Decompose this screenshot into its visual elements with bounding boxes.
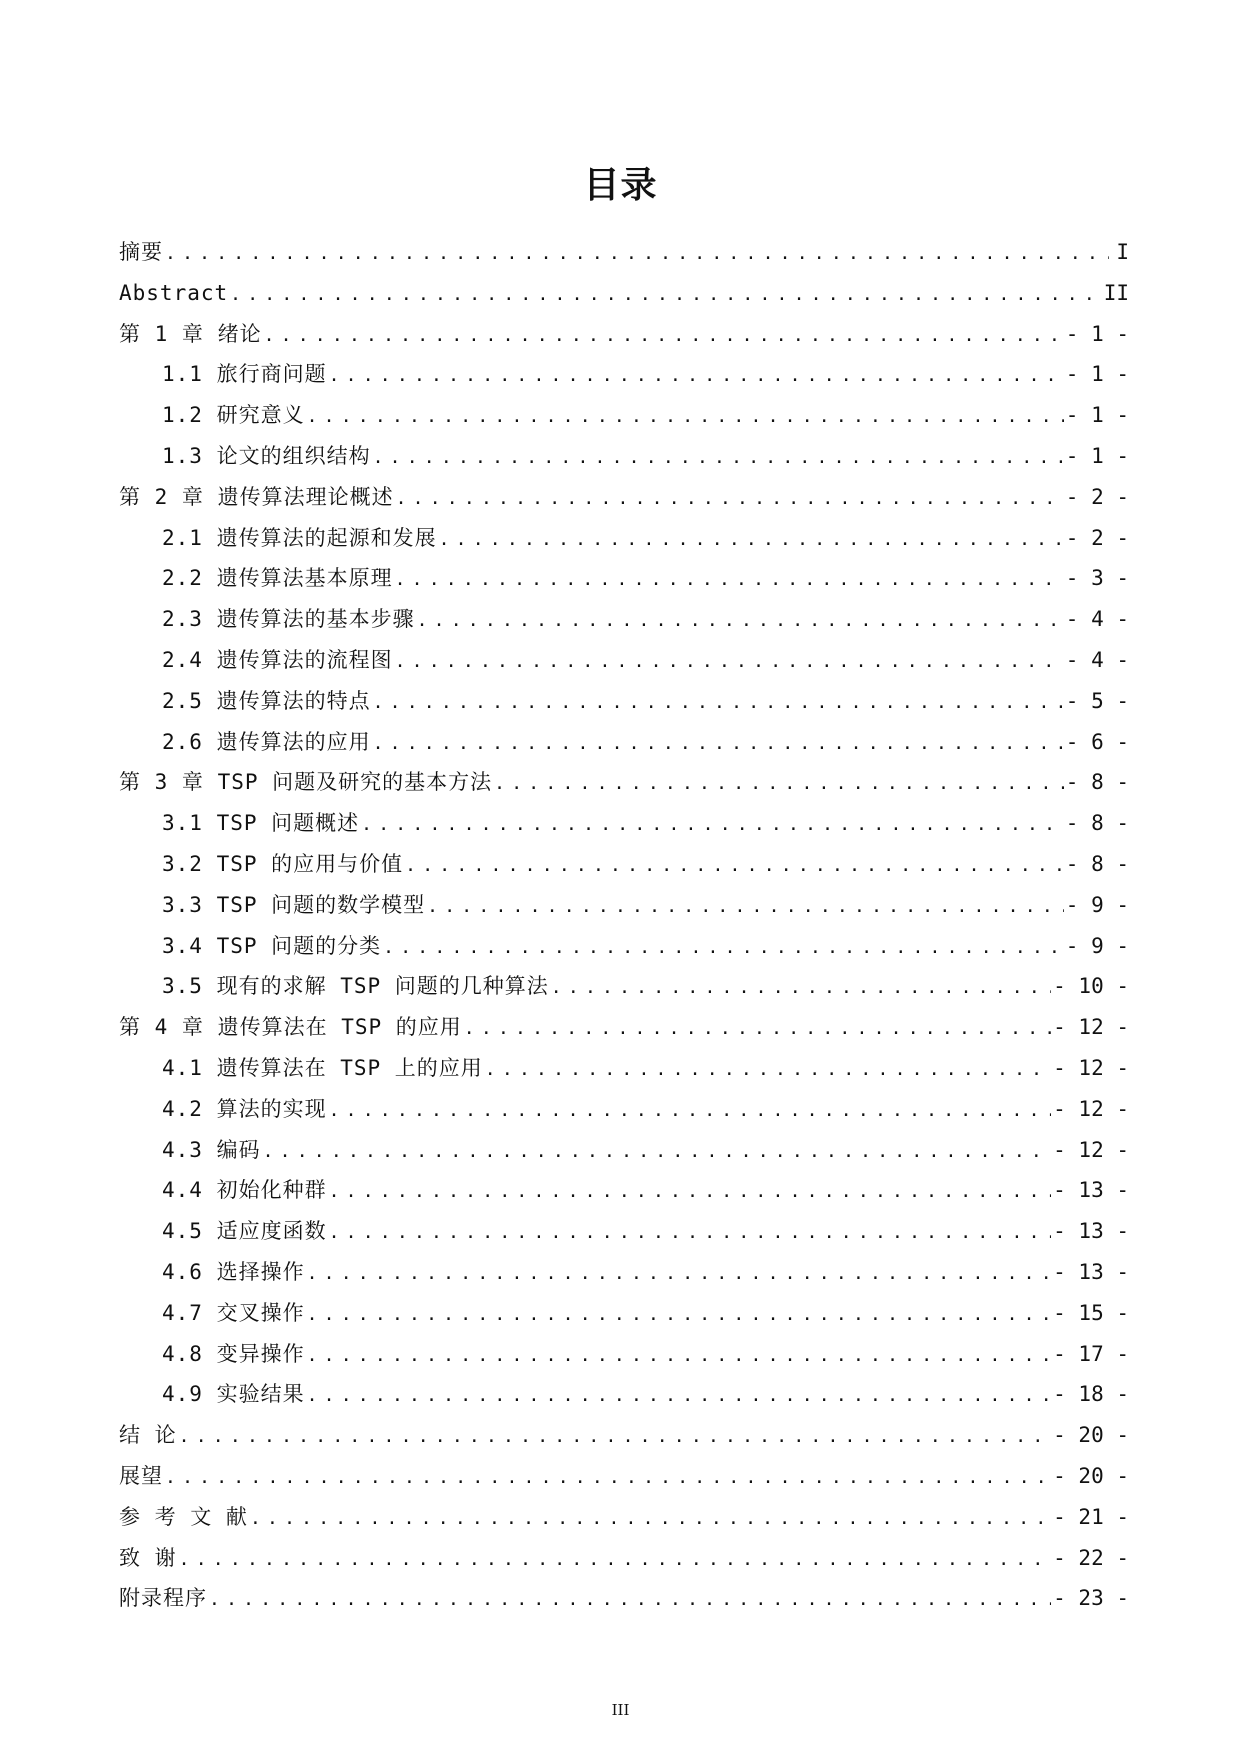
toc-entry[interactable]: [119, 477, 1129, 518]
toc-entry[interactable]: [119, 1538, 1129, 1579]
toc-entry-page: - 8 -: [1065, 770, 1129, 795]
toc-entry[interactable]: [119, 1048, 1129, 1089]
toc-entry-page: - 21 -: [1053, 1504, 1129, 1529]
toc-entry-label: 2.1 遗传算法的起源和发展: [162, 525, 437, 550]
toc-entry[interactable]: [119, 232, 1129, 273]
toc-entry[interactable]: [119, 1089, 1129, 1130]
toc-entry-label: 第 1 章 绪论: [119, 321, 262, 346]
toc-entry-label: 结 论: [119, 1423, 177, 1448]
toc-entry-label: 4.3 编码: [162, 1137, 261, 1162]
toc-entry-label: 4.7 交叉操作: [162, 1300, 305, 1325]
toc-entry-page: - 9 -: [1065, 892, 1129, 917]
toc-entry-page: - 1 -: [1065, 362, 1129, 387]
toc-entry-page: I: [1116, 240, 1129, 264]
toc-dot-leader: [464, 1007, 1051, 1050]
toc-entry-page: - 22 -: [1053, 1545, 1129, 1570]
toc-dot-leader: [307, 1252, 1052, 1295]
toc-dot-leader: [329, 1170, 1052, 1213]
toc-dot-leader: [395, 640, 1064, 683]
table-of-contents: [119, 232, 1129, 1619]
toc-dot-leader: [264, 314, 1064, 357]
toc-entry-label: 2.5 遗传算法的特点: [162, 688, 371, 713]
toc-dot-leader: [361, 803, 1064, 846]
toc-entry[interactable]: [119, 1007, 1129, 1048]
toc-dot-leader: [373, 722, 1064, 765]
toc-dot-leader: [329, 354, 1064, 397]
toc-entry-page: - 15 -: [1053, 1300, 1129, 1325]
toc-entry-page: - 2 -: [1065, 525, 1129, 550]
page-number: III: [611, 1701, 630, 1719]
toc-dot-leader: [329, 1211, 1052, 1254]
toc-entry[interactable]: [119, 518, 1129, 559]
toc-entry[interactable]: [119, 926, 1129, 967]
toc-dot-leader: [250, 1497, 1051, 1540]
toc-entry[interactable]: [119, 966, 1129, 1007]
toc-entry-label: 4.8 变异操作: [162, 1341, 305, 1366]
toc-entry-label: 第 2 章 遗传算法理论概述: [119, 484, 394, 509]
toc-entry-label: 4.5 适应度函数: [162, 1219, 327, 1244]
toc-dot-leader: [417, 599, 1064, 642]
toc-entry-page: - 13 -: [1053, 1259, 1129, 1284]
toc-entry-label: 附录程序: [119, 1586, 207, 1611]
toc-entry-label: 摘要: [119, 240, 163, 264]
toc-entry-label: 1.2 研究意义: [162, 403, 305, 428]
toc-dot-leader: [179, 1538, 1051, 1581]
toc-entry-page: - 18 -: [1053, 1382, 1129, 1407]
toc-dot-leader: [383, 926, 1064, 969]
toc-dot-leader: [551, 966, 1051, 1009]
toc-entry[interactable]: [119, 1497, 1129, 1538]
toc-entry-label: 2.4 遗传算法的流程图: [162, 647, 393, 672]
toc-entry[interactable]: [119, 1415, 1129, 1456]
toc-entry[interactable]: [119, 314, 1129, 355]
toc-dot-leader: [373, 681, 1064, 724]
toc-entry-page: - 23 -: [1053, 1586, 1129, 1611]
toc-entry-label: 参 考 文 献: [119, 1504, 248, 1529]
toc-entry-page: - 13 -: [1053, 1178, 1129, 1203]
toc-entry-label: 第 4 章 遗传算法在 TSP 的应用: [119, 1015, 462, 1040]
toc-entry-label: 展望: [119, 1463, 163, 1488]
toc-entry[interactable]: [119, 1293, 1129, 1334]
toc-entry-label: 2.3 遗传算法的基本步骤: [162, 607, 415, 632]
toc-entry[interactable]: [119, 1374, 1129, 1415]
toc-dot-leader: [395, 558, 1064, 601]
toc-entry[interactable]: [119, 395, 1129, 436]
toc-entry[interactable]: [119, 1334, 1129, 1375]
toc-entry-page: - 1 -: [1065, 321, 1129, 346]
toc-entry-label: 3.5 现有的求解 TSP 问题的几种算法: [162, 974, 549, 999]
toc-entry-page: - 1 -: [1065, 443, 1129, 468]
toc-dot-leader: [439, 518, 1064, 561]
toc-entry-page: - 12 -: [1053, 1096, 1129, 1121]
toc-entry[interactable]: [119, 1578, 1129, 1619]
toc-entry-page: - 2 -: [1065, 484, 1129, 509]
toc-entry-page: - 12 -: [1053, 1015, 1129, 1040]
toc-dot-leader: [165, 232, 1109, 275]
toc-dot-leader: [396, 477, 1064, 520]
toc-dot-leader: [230, 273, 1102, 316]
toc-entry-page: - 8 -: [1065, 851, 1129, 876]
toc-entry-page: - 20 -: [1053, 1463, 1129, 1488]
toc-entry[interactable]: [119, 1252, 1129, 1293]
toc-entry-page: - 10 -: [1053, 974, 1129, 999]
toc-dot-leader: [307, 1374, 1052, 1417]
toc-entry[interactable]: [119, 354, 1129, 395]
toc-dot-leader: [165, 1456, 1051, 1499]
toc-dot-leader: [494, 762, 1064, 805]
toc-entry-label: Abstract: [119, 280, 229, 305]
toc-entry-page: - 12 -: [1053, 1055, 1129, 1080]
page-title: 目录: [583, 165, 658, 207]
toc-entry-label: 4.4 初始化种群: [162, 1178, 327, 1203]
toc-entry[interactable]: [119, 436, 1129, 477]
toc-entry-page: - 8 -: [1065, 811, 1129, 836]
toc-entry-label: 第 3 章 TSP 问题及研究的基本方法: [119, 770, 493, 795]
toc-entry[interactable]: [119, 1211, 1129, 1252]
toc-entry-label: 1.3 论文的组织结构: [162, 443, 371, 468]
toc-entry-page: - 12 -: [1053, 1137, 1129, 1162]
toc-entry-page: - 1 -: [1065, 403, 1129, 428]
toc-entry-label: 致 谢: [119, 1545, 177, 1570]
toc-entry[interactable]: [119, 1170, 1129, 1211]
toc-entry-page: - 5 -: [1065, 688, 1129, 713]
toc-entry-label: 2.2 遗传算法基本原理: [162, 566, 393, 591]
toc-entry[interactable]: [119, 273, 1129, 314]
toc-entry[interactable]: [119, 762, 1129, 803]
toc-entry[interactable]: [119, 599, 1129, 640]
toc-entry[interactable]: [119, 803, 1129, 844]
toc-entry[interactable]: [119, 1130, 1129, 1171]
toc-dot-leader: [263, 1130, 1052, 1173]
toc-entry[interactable]: [119, 1456, 1129, 1497]
toc-dot-leader: [307, 1334, 1052, 1377]
toc-dot-leader: [329, 1089, 1052, 1132]
toc-entry[interactable]: [119, 844, 1129, 885]
toc-entry-page: - 4 -: [1065, 647, 1129, 672]
toc-entry-label: 2.6 遗传算法的应用: [162, 729, 371, 754]
toc-dot-leader: [179, 1415, 1051, 1458]
toc-entry[interactable]: [119, 681, 1129, 722]
toc-entry-label: 4.1 遗传算法在 TSP 上的应用: [162, 1055, 483, 1080]
toc-entry-label: 4.6 选择操作: [162, 1259, 305, 1284]
toc-entry-page: II: [1103, 280, 1129, 305]
toc-entry-page: - 9 -: [1065, 933, 1129, 958]
toc-dot-leader: [485, 1048, 1051, 1091]
toc-entry-page: - 13 -: [1053, 1219, 1129, 1244]
toc-entry-label: 3.1 TSP 问题概述: [162, 811, 360, 836]
toc-entry-label: 4.9 实验结果: [162, 1382, 305, 1407]
toc-entry-label: 3.2 TSP 的应用与价值: [162, 851, 404, 876]
toc-entry-label: 3.4 TSP 问题的分类: [162, 933, 382, 958]
toc-dot-leader: [307, 395, 1064, 438]
toc-dot-leader: [405, 844, 1064, 887]
toc-dot-leader: [373, 436, 1064, 479]
toc-entry[interactable]: [119, 722, 1129, 763]
toc-entry-label: 3.3 TSP 问题的数学模型: [162, 892, 426, 917]
toc-dot-leader: [307, 1293, 1052, 1336]
toc-entry-label: 4.2 算法的实现: [162, 1096, 327, 1121]
toc-entry-page: - 17 -: [1053, 1341, 1129, 1366]
toc-entry-page: - 3 -: [1065, 566, 1129, 591]
toc-entry-label: 1.1 旅行商问题: [162, 362, 327, 387]
toc-dot-leader: [209, 1578, 1051, 1621]
toc-dot-leader: [427, 885, 1064, 928]
toc-entry-page: - 4 -: [1065, 607, 1129, 632]
toc-entry[interactable]: [119, 558, 1129, 599]
toc-entry-page: - 6 -: [1065, 729, 1129, 754]
toc-entry[interactable]: [119, 640, 1129, 681]
toc-entry-page: - 20 -: [1053, 1423, 1129, 1448]
toc-entry[interactable]: [119, 885, 1129, 926]
